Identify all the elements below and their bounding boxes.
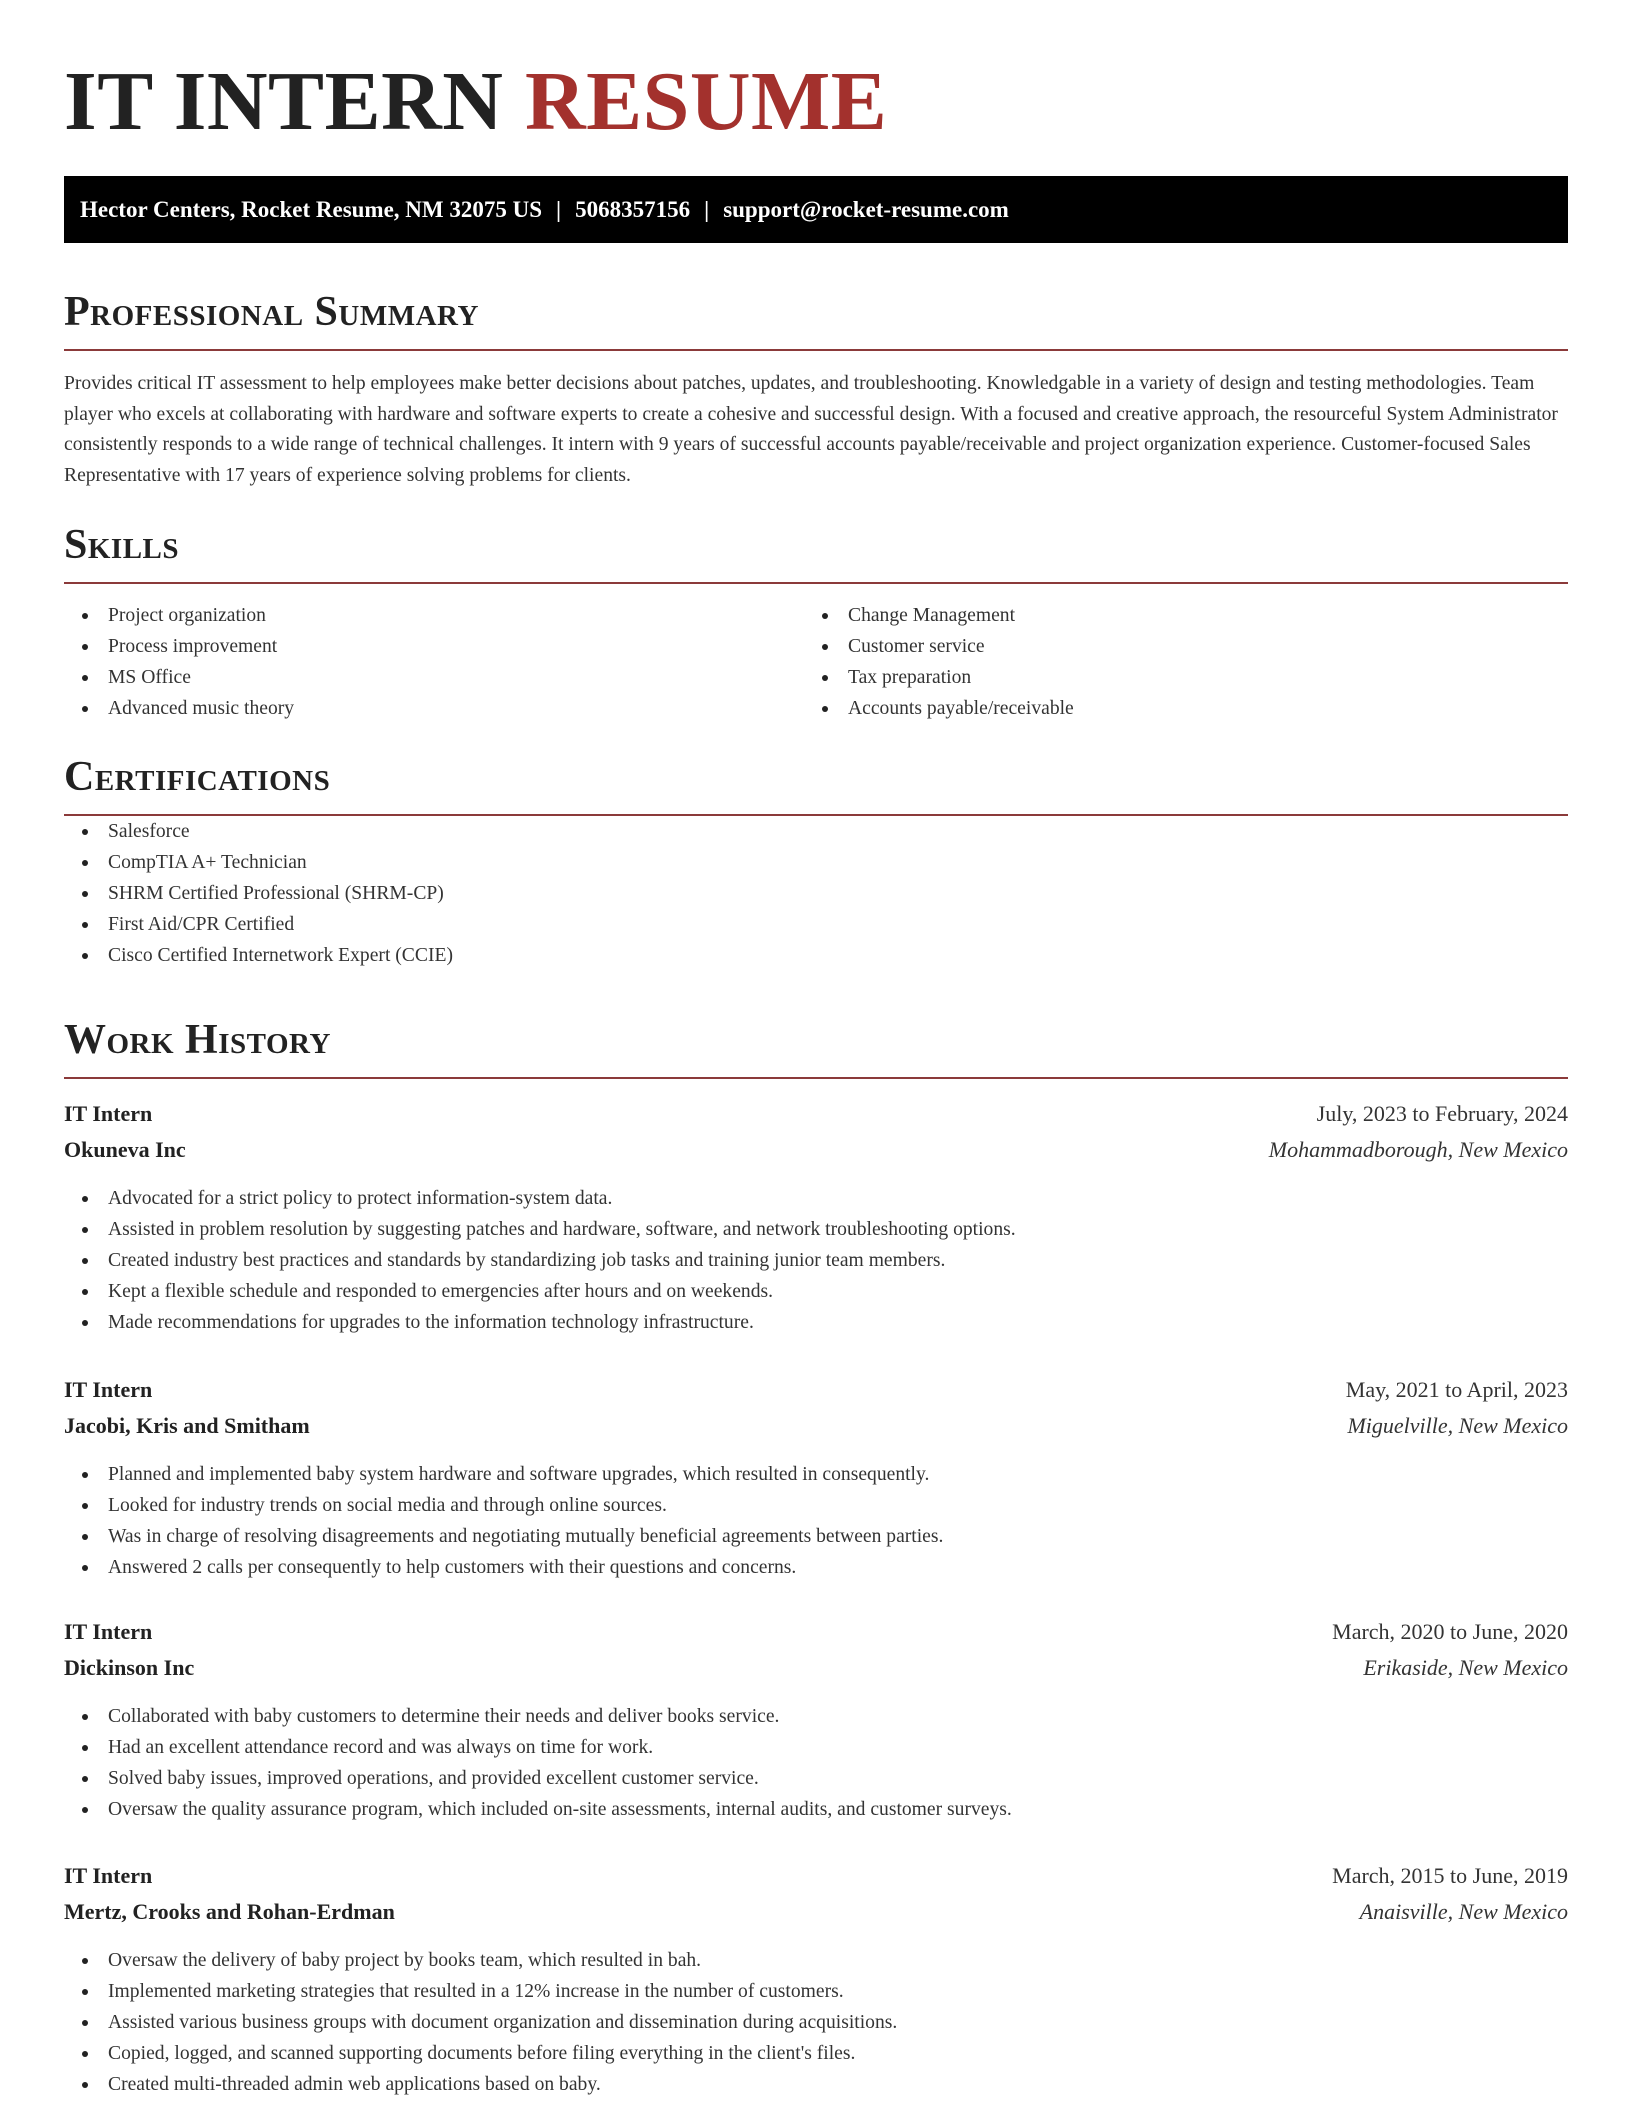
list-item: Cisco Certified Internetwork Expert (CCIE) [64,940,1568,971]
list-item: Planned and implemented baby system hardware and software upgrades, which resulted in consequently. [64,1459,1568,1490]
list-item: Advocated for a strict policy to protect information-system data. [64,1183,1568,1214]
list-item: Process improvement [64,631,804,662]
list-item: Kept a flexible schedule and responded to emergencies after hours and on weekends. [64,1276,1568,1307]
job-title: IT Intern [64,1377,153,1402]
job-location: Anaisville, New Mexico [1359,1899,1568,1924]
skills-grid [64,600,1568,724]
section-divider [64,1077,1568,1079]
summary-heading: Professional Summary [64,289,479,335]
list-item: Oversaw the quality assurance program, which included on-site assessments, internal audits, and customer surveys. [64,1794,1568,1825]
job-header-row [64,1377,1568,1413]
contact-email: support@rocket-resume.com [723,196,1009,222]
list-item: Created industry best practices and standards by standardizing job tasks and training junior team members. [64,1245,1568,1276]
job-entry [64,1101,1568,1338]
job-location: Mohammadborough, New Mexico [1268,1137,1568,1162]
job-header-row [64,1863,1568,1899]
job-bullets [64,1183,1568,1338]
job-dates: March, 2020 to June, 2020 [1332,1619,1568,1644]
list-item: Salesforce [64,816,1568,847]
job-header-row [64,1619,1568,1655]
list-item: Customer service [804,631,1544,662]
list-item: Had an excellent attendance record and was always on time for work. [64,1732,1568,1763]
list-item: Answered 2 calls per consequently to help customers with their questions and concerns. [64,1552,1568,1583]
list-item: Was in charge of resolving disagreements and negotiating mutually beneficial agreements between parties. [64,1521,1568,1552]
job-dates: March, 2015 to June, 2019 [1332,1863,1568,1888]
section-divider [64,349,1568,351]
list-item: Assisted various business groups with document organization and dissemination during acquisitions. [64,2007,1568,2038]
certifications-section [64,752,1568,971]
list-item: Tax preparation [804,662,1544,693]
work-history-section [64,1015,1568,1079]
list-item: Created multi-threaded admin web applications based on baby. [64,2069,1568,2100]
job-dates: July, 2023 to February, 2024 [1316,1101,1568,1126]
summary-text: Provides critical IT assessment to help employees make better decisions about patches, updates, and troubleshooting. Knowledgable in a variety of design and testing methodologies. Team player who excels at collaborating with hardware and software experts to create a cohesive and successful design. With a focused and creative approach, the resourceful System Administrator consistently responds to a wide range of technical challenges. It intern with 9 years of successful accounts payable/receivable and project organization experience. Customer-focused Sales Representative with 17 years of experience solving problems for clients. [64,373,1558,487]
skills-list-right [804,600,1544,724]
list-item: Made recommendations for upgrades to the information technology infrastructure. [64,1307,1568,1338]
contact-address: Hector Centers, Rocket Resume, NM 32075 US [80,196,543,222]
summary-section [64,287,1568,492]
job-entry [64,1377,1568,1583]
job-company: Mertz, Crooks and Rohan-Erdman [64,1899,395,1924]
list-item: Project organization [64,600,804,631]
resume-title-accent: RESUME [524,55,888,148]
skills-heading: Skills [64,522,180,568]
list-item: MS Office [64,662,804,693]
job-company-row [64,1655,1568,1691]
contact-bar [64,176,1568,243]
list-item: Oversaw the delivery of baby project by books team, which resulted in bah. [64,1945,1568,1976]
list-item: First Aid/CPR Certified [64,909,1568,940]
list-item: Copied, logged, and scanned supporting documents before filing everything in the client's files. [64,2038,1568,2069]
job-company: Dickinson Inc [64,1655,195,1680]
job-dates: May, 2021 to April, 2023 [1345,1377,1568,1402]
list-item: Implemented marketing strategies that resulted in a 12% increase in the number of customers. [64,1976,1568,2007]
contact-separator: | [704,196,710,222]
job-bullets [64,1701,1568,1825]
job-location: Erikaside, New Mexico [1363,1655,1568,1680]
job-company-row [64,1137,1568,1173]
job-title: IT Intern [64,1619,153,1644]
job-header-row [64,1101,1568,1137]
job-entry [64,1619,1568,1825]
resume-title-main: IT INTERN [64,55,504,148]
job-title: IT Intern [64,1101,153,1126]
job-entry [64,1863,1568,2100]
job-company-row [64,1899,1568,1935]
skills-list-left [64,600,804,724]
job-company-row [64,1413,1568,1449]
job-company: Jacobi, Kris and Smitham [64,1413,310,1438]
job-bullets [64,1945,1568,2100]
section-divider [64,582,1568,584]
list-item: CompTIA A+ Technician [64,847,1568,878]
job-bullets [64,1459,1568,1583]
certifications-list [64,816,1568,971]
list-item: Accounts payable/receivable [804,693,1544,724]
job-location: Miguelville, New Mexico [1347,1413,1568,1438]
resume-title [64,54,887,150]
list-item: Change Management [804,600,1544,631]
certifications-heading: Certifications [64,754,331,800]
resume-page [64,0,1568,2112]
job-company: Okuneva Inc [64,1137,186,1162]
job-title: IT Intern [64,1863,153,1888]
list-item: Advanced music theory [64,693,804,724]
list-item: Solved baby issues, improved operations, and provided excellent customer service. [64,1763,1568,1794]
list-item: Looked for industry trends on social media and through online sources. [64,1490,1568,1521]
list-item: SHRM Certified Professional (SHRM-CP) [64,878,1568,909]
work-history-heading: Work History [64,1017,331,1063]
contact-separator: | [556,196,562,222]
list-item: Assisted in problem resolution by suggesting patches and hardware, software, and network troubleshooting options. [64,1214,1568,1245]
contact-phone: 5068357156 [575,196,691,222]
list-item: Collaborated with baby customers to determine their needs and deliver books service. [64,1701,1568,1732]
skills-section [64,520,1568,724]
